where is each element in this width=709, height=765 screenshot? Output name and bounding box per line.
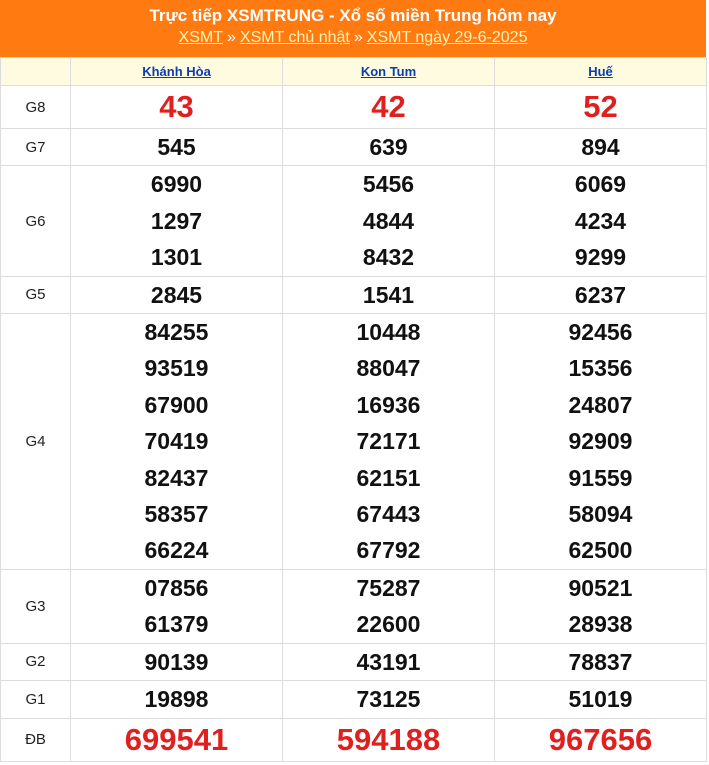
prize-row-g1 bbox=[1, 681, 707, 718]
prize-cell bbox=[71, 86, 283, 129]
prize-number: 4844 bbox=[362, 207, 415, 234]
prize-row-g3 bbox=[1, 569, 707, 643]
prize-number: 90139 bbox=[144, 648, 209, 675]
prize-number: 93519 bbox=[144, 355, 209, 382]
prize-label: G5 bbox=[1, 276, 71, 313]
prize-cell bbox=[71, 166, 283, 276]
breadcrumb-separator: » bbox=[226, 29, 236, 46]
prize-row-g6 bbox=[1, 166, 707, 276]
prize-cell bbox=[283, 718, 495, 761]
prize-number: 1297 bbox=[150, 207, 203, 234]
prize-number: 2845 bbox=[150, 281, 203, 308]
prize-number: 6069 bbox=[574, 171, 627, 198]
prize-number: 70419 bbox=[144, 428, 209, 455]
prize-number: 24807 bbox=[568, 391, 633, 418]
province-header bbox=[495, 58, 707, 86]
prize-row-g8 bbox=[1, 86, 707, 129]
prize-number: 8432 bbox=[362, 244, 415, 271]
prize-number: 92909 bbox=[568, 428, 633, 455]
prize-label: G6 bbox=[1, 166, 71, 276]
prize-number: 9299 bbox=[574, 244, 627, 271]
prize-cell bbox=[71, 129, 283, 166]
prize-number: 16936 bbox=[356, 391, 421, 418]
prize-number: 62500 bbox=[568, 537, 633, 564]
prize-number: 28938 bbox=[568, 611, 633, 638]
province-link-khanh-hoa[interactable]: Khánh Hòa bbox=[142, 64, 211, 79]
prize-cell bbox=[71, 569, 283, 643]
prize-cell bbox=[71, 643, 283, 680]
table-header-row bbox=[1, 58, 707, 86]
prize-cell bbox=[495, 718, 707, 761]
prize-number: 10448 bbox=[356, 319, 421, 346]
prize-number: 66224 bbox=[144, 537, 209, 564]
breadcrumb bbox=[0, 28, 706, 48]
prize-cell bbox=[283, 129, 495, 166]
prize-number: 72171 bbox=[356, 428, 421, 455]
prize-number: 639 bbox=[369, 134, 408, 160]
breadcrumb-xsmt-link[interactable]: XSMT bbox=[178, 29, 223, 46]
prize-cell bbox=[495, 86, 707, 129]
prize-number: 88047 bbox=[356, 355, 421, 382]
prize-cell bbox=[71, 718, 283, 761]
prize-row-g5 bbox=[1, 276, 707, 313]
prize-number: 5456 bbox=[362, 171, 415, 198]
prize-cell bbox=[71, 681, 283, 718]
prize-label: G4 bbox=[1, 314, 71, 570]
prize-cell bbox=[495, 166, 707, 276]
prize-cell bbox=[495, 643, 707, 680]
prize-cell bbox=[283, 569, 495, 643]
province-link-kon-tum[interactable]: Kon Tum bbox=[360, 64, 417, 79]
prize-number: 61379 bbox=[144, 611, 209, 638]
special-prize-number: 967656 bbox=[548, 721, 653, 757]
prize-number: 78837 bbox=[568, 648, 633, 675]
province-link-hue[interactable]: Huế bbox=[588, 64, 613, 79]
prize-label: ĐB bbox=[1, 718, 71, 761]
prize-number: 82437 bbox=[144, 464, 209, 491]
prize-number: 58094 bbox=[568, 501, 633, 528]
prize-number: 62151 bbox=[356, 464, 421, 491]
prize-number: 67900 bbox=[144, 391, 209, 418]
breadcrumb-date-link[interactable]: XSMT ngày 29-6-2025 bbox=[366, 29, 528, 46]
prize-number: 545 bbox=[157, 134, 196, 160]
prize-cell bbox=[495, 276, 707, 313]
prize-cell bbox=[71, 276, 283, 313]
prize-number: 894 bbox=[581, 134, 620, 160]
special-prize-number: 594188 bbox=[336, 721, 441, 757]
prize-number: 52 bbox=[583, 89, 618, 124]
prize-cell bbox=[283, 86, 495, 129]
prize-number: 42 bbox=[371, 89, 406, 124]
results-body bbox=[1, 86, 707, 762]
prize-number: 92456 bbox=[568, 319, 633, 346]
prize-cell bbox=[71, 314, 283, 570]
prize-number: 1301 bbox=[150, 244, 203, 271]
prize-cell bbox=[283, 681, 495, 718]
prize-number: 6990 bbox=[150, 171, 203, 198]
page-title: Trực tiếp XSMTRUNG - Xổ số miền Trung hôm nay bbox=[149, 6, 557, 25]
prize-label: G7 bbox=[1, 129, 71, 166]
prize-number: 75287 bbox=[356, 574, 421, 601]
breadcrumb-sunday-link[interactable]: XSMT chủ nhật bbox=[239, 29, 350, 46]
prize-number: 58357 bbox=[144, 501, 209, 528]
prize-row-g4 bbox=[1, 314, 707, 570]
prize-number: 51019 bbox=[568, 686, 633, 713]
prize-number: 43 bbox=[159, 89, 194, 124]
prize-number: 22600 bbox=[356, 611, 421, 638]
prize-number: 19898 bbox=[144, 686, 209, 713]
prize-cell bbox=[495, 569, 707, 643]
prize-number: 91559 bbox=[568, 464, 633, 491]
province-header bbox=[283, 58, 495, 86]
prize-cell bbox=[283, 166, 495, 276]
prize-row-g2 bbox=[1, 643, 707, 680]
prize-cell bbox=[283, 276, 495, 313]
results-header bbox=[0, 0, 706, 57]
prize-row-g7 bbox=[1, 129, 707, 166]
prize-number: 90521 bbox=[568, 574, 633, 601]
prize-number: 15356 bbox=[568, 355, 633, 382]
prize-cell bbox=[283, 643, 495, 680]
prize-number: 6237 bbox=[574, 281, 627, 308]
prize-number: 4234 bbox=[574, 207, 627, 234]
prize-cell bbox=[495, 314, 707, 570]
prize-row-db bbox=[1, 718, 707, 761]
breadcrumb-separator: » bbox=[353, 29, 363, 46]
prize-cell bbox=[283, 314, 495, 570]
prize-number: 67792 bbox=[356, 537, 421, 564]
prize-cell bbox=[495, 681, 707, 718]
prize-number: 1541 bbox=[362, 281, 415, 308]
prize-label: G8 bbox=[1, 86, 71, 129]
special-prize-number: 699541 bbox=[124, 721, 229, 757]
prize-column-header bbox=[1, 58, 71, 86]
results-table bbox=[0, 57, 707, 762]
prize-number: 84255 bbox=[144, 319, 209, 346]
prize-number: 67443 bbox=[356, 501, 421, 528]
prize-label: G2 bbox=[1, 643, 71, 680]
prize-cell bbox=[495, 129, 707, 166]
prize-number: 07856 bbox=[144, 574, 209, 601]
prize-label: G1 bbox=[1, 681, 71, 718]
prize-label: G3 bbox=[1, 569, 71, 643]
prize-number: 43191 bbox=[356, 648, 421, 675]
province-header bbox=[71, 58, 283, 86]
prize-number: 73125 bbox=[356, 686, 421, 713]
